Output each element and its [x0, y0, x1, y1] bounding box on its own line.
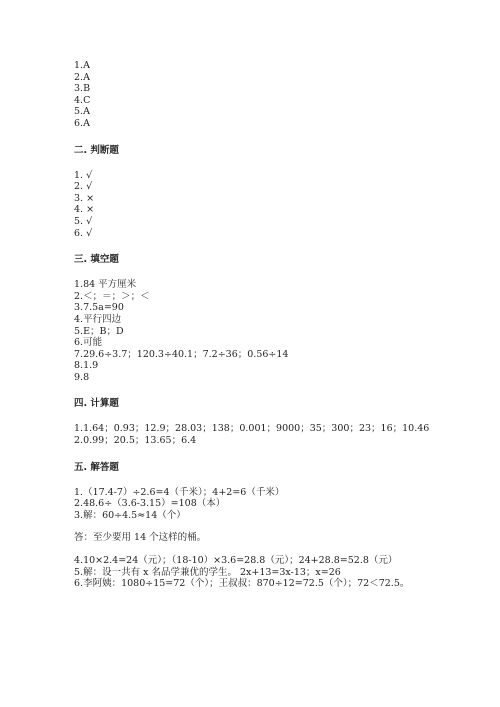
answer-line: 6.李阿姨：1080÷15=72（个）；王叔叔：870÷12=72.5（个）；72＜72.5。 — [74, 578, 410, 590]
answer-line: 6.可能 — [74, 337, 103, 349]
answer-line: 5. √ — [74, 215, 93, 227]
answer-line: 2.A — [74, 71, 90, 83]
answer-statement: 答：至少要用 14 个这样的桶。 — [74, 532, 207, 544]
section-heading: 四. 计算题 — [74, 398, 119, 410]
section-word-problems — [74, 462, 474, 590]
answer-line: 2.48.6÷（3.6-3.15）=108（本） — [74, 498, 226, 510]
answer-line: 3.B — [74, 83, 91, 95]
answer-line: 1.1.64；0.93；12.9；28.03；138；0.001；9000；35；300；23；16；10.46 — [74, 423, 430, 435]
section-choice-answers — [74, 60, 474, 130]
answer-line: 6.A — [74, 117, 90, 129]
answer-line: 5.解：设一共有 x 名品学兼优的学生。 2x+13=3x-13；x=26 — [74, 566, 341, 578]
answer-line: 5.A — [74, 106, 90, 118]
answer-line: 4. × — [74, 204, 95, 216]
answer-line: 4.C — [74, 94, 91, 106]
answer-line: 4.10×2.4=24（元）；（18-10）×3.6=28.8（元）；24+28.8=52.8（元） — [74, 555, 398, 567]
section-heading: 二. 判断题 — [74, 144, 119, 156]
answer-sheet — [74, 60, 474, 590]
answer-line: 2.0.99；20.5；13.65；6.4 — [74, 435, 197, 447]
section-heading: 五. 解答题 — [74, 461, 119, 473]
answer-line: 5.E；B；D — [74, 325, 124, 337]
answer-line: 9.8 — [74, 371, 90, 383]
answer-line: 1. √ — [74, 169, 93, 181]
section-calculation — [74, 398, 474, 446]
answer-line: 3.7.5a=90 — [74, 302, 124, 314]
answer-line: 1.（17.4-7）÷2.6=4（千米）；4+2=6（千米） — [74, 486, 285, 498]
section-fill-blank — [74, 254, 474, 383]
answer-line: 3. × — [74, 192, 95, 204]
answer-line: 4.平行四边 — [74, 313, 122, 325]
answer-line: 2. √ — [74, 181, 93, 193]
answer-line: 2.＜；＝；＞；＜ — [74, 290, 150, 302]
section-judgement — [74, 145, 474, 240]
section-heading: 三. 填空题 — [74, 254, 119, 266]
answer-line: 1.84 平方厘米 — [74, 279, 137, 291]
answer-line: 3.解：60÷4.5≈14（个） — [74, 509, 186, 521]
answer-line: 6. √ — [74, 227, 93, 239]
answer-line: 7.29.6÷3.7；120.3÷40.1；7.2÷36；0.56÷14 — [74, 348, 289, 360]
answer-line: 8.1.9 — [74, 360, 99, 372]
answer-line: 1.A — [74, 60, 90, 71]
